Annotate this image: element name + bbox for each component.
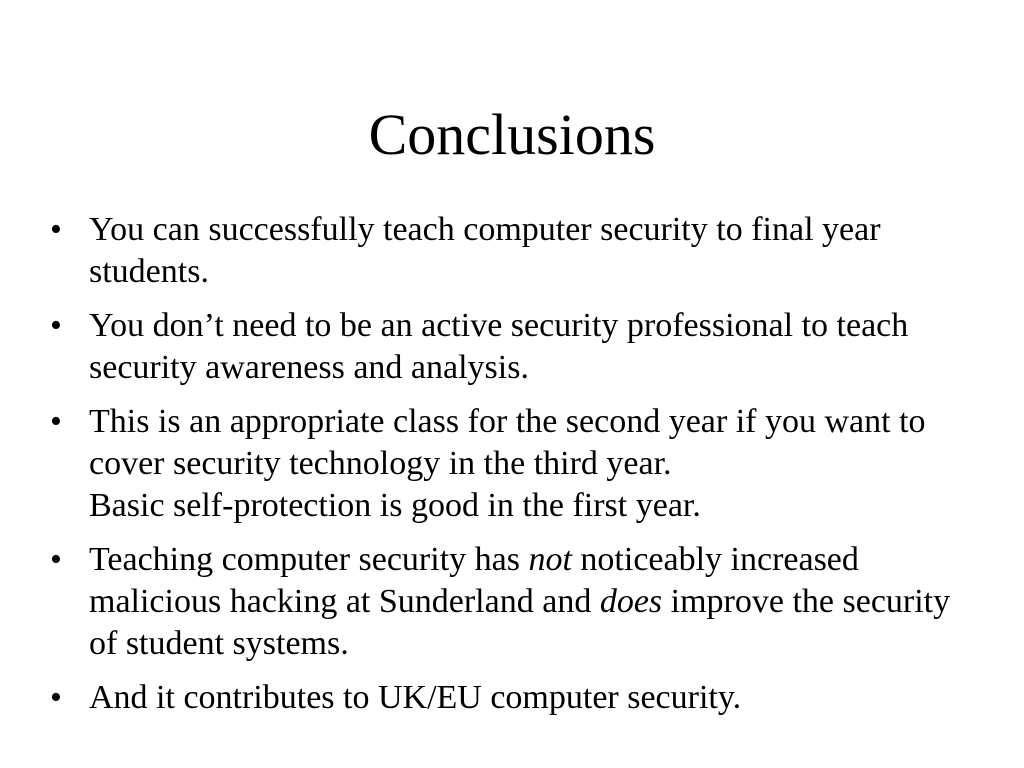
bullet-item	[48, 209, 978, 293]
bullet-item	[48, 305, 978, 389]
bullet-list	[48, 209, 978, 731]
bullet-text: You can successfully teach computer security to final year students.	[89, 211, 881, 290]
bullet-item	[48, 401, 978, 527]
bullet-icon: •	[50, 211, 62, 248]
bullet-text: Basic self-protection is good in the first year.	[89, 487, 701, 524]
bullet-icon: •	[50, 679, 62, 716]
bullet-text: Teaching computer security has	[89, 541, 529, 578]
bullet-item	[48, 677, 978, 719]
bullet-text: You don’t need to be an active security professional to teach security awareness and analysis.	[89, 307, 909, 386]
emphasis-text: not	[528, 541, 572, 578]
bullet-icon: •	[50, 403, 62, 440]
bullet-item	[48, 539, 978, 665]
bullet-text: This is an appropriate class for the second year if you want to cover security technology in the third year.	[89, 403, 926, 482]
slide-title: Conclusions	[368, 102, 656, 167]
bullet-text: noticeably increased malicious hacking at Sunderland and	[89, 541, 859, 620]
bullet-icon: •	[50, 541, 62, 578]
emphasis-text: does	[599, 583, 663, 620]
bullet-text: improve the security of student systems.	[89, 583, 951, 662]
bullet-icon: •	[50, 307, 62, 344]
bullet-text: And it contributes to UK/EU computer security.	[89, 679, 742, 716]
